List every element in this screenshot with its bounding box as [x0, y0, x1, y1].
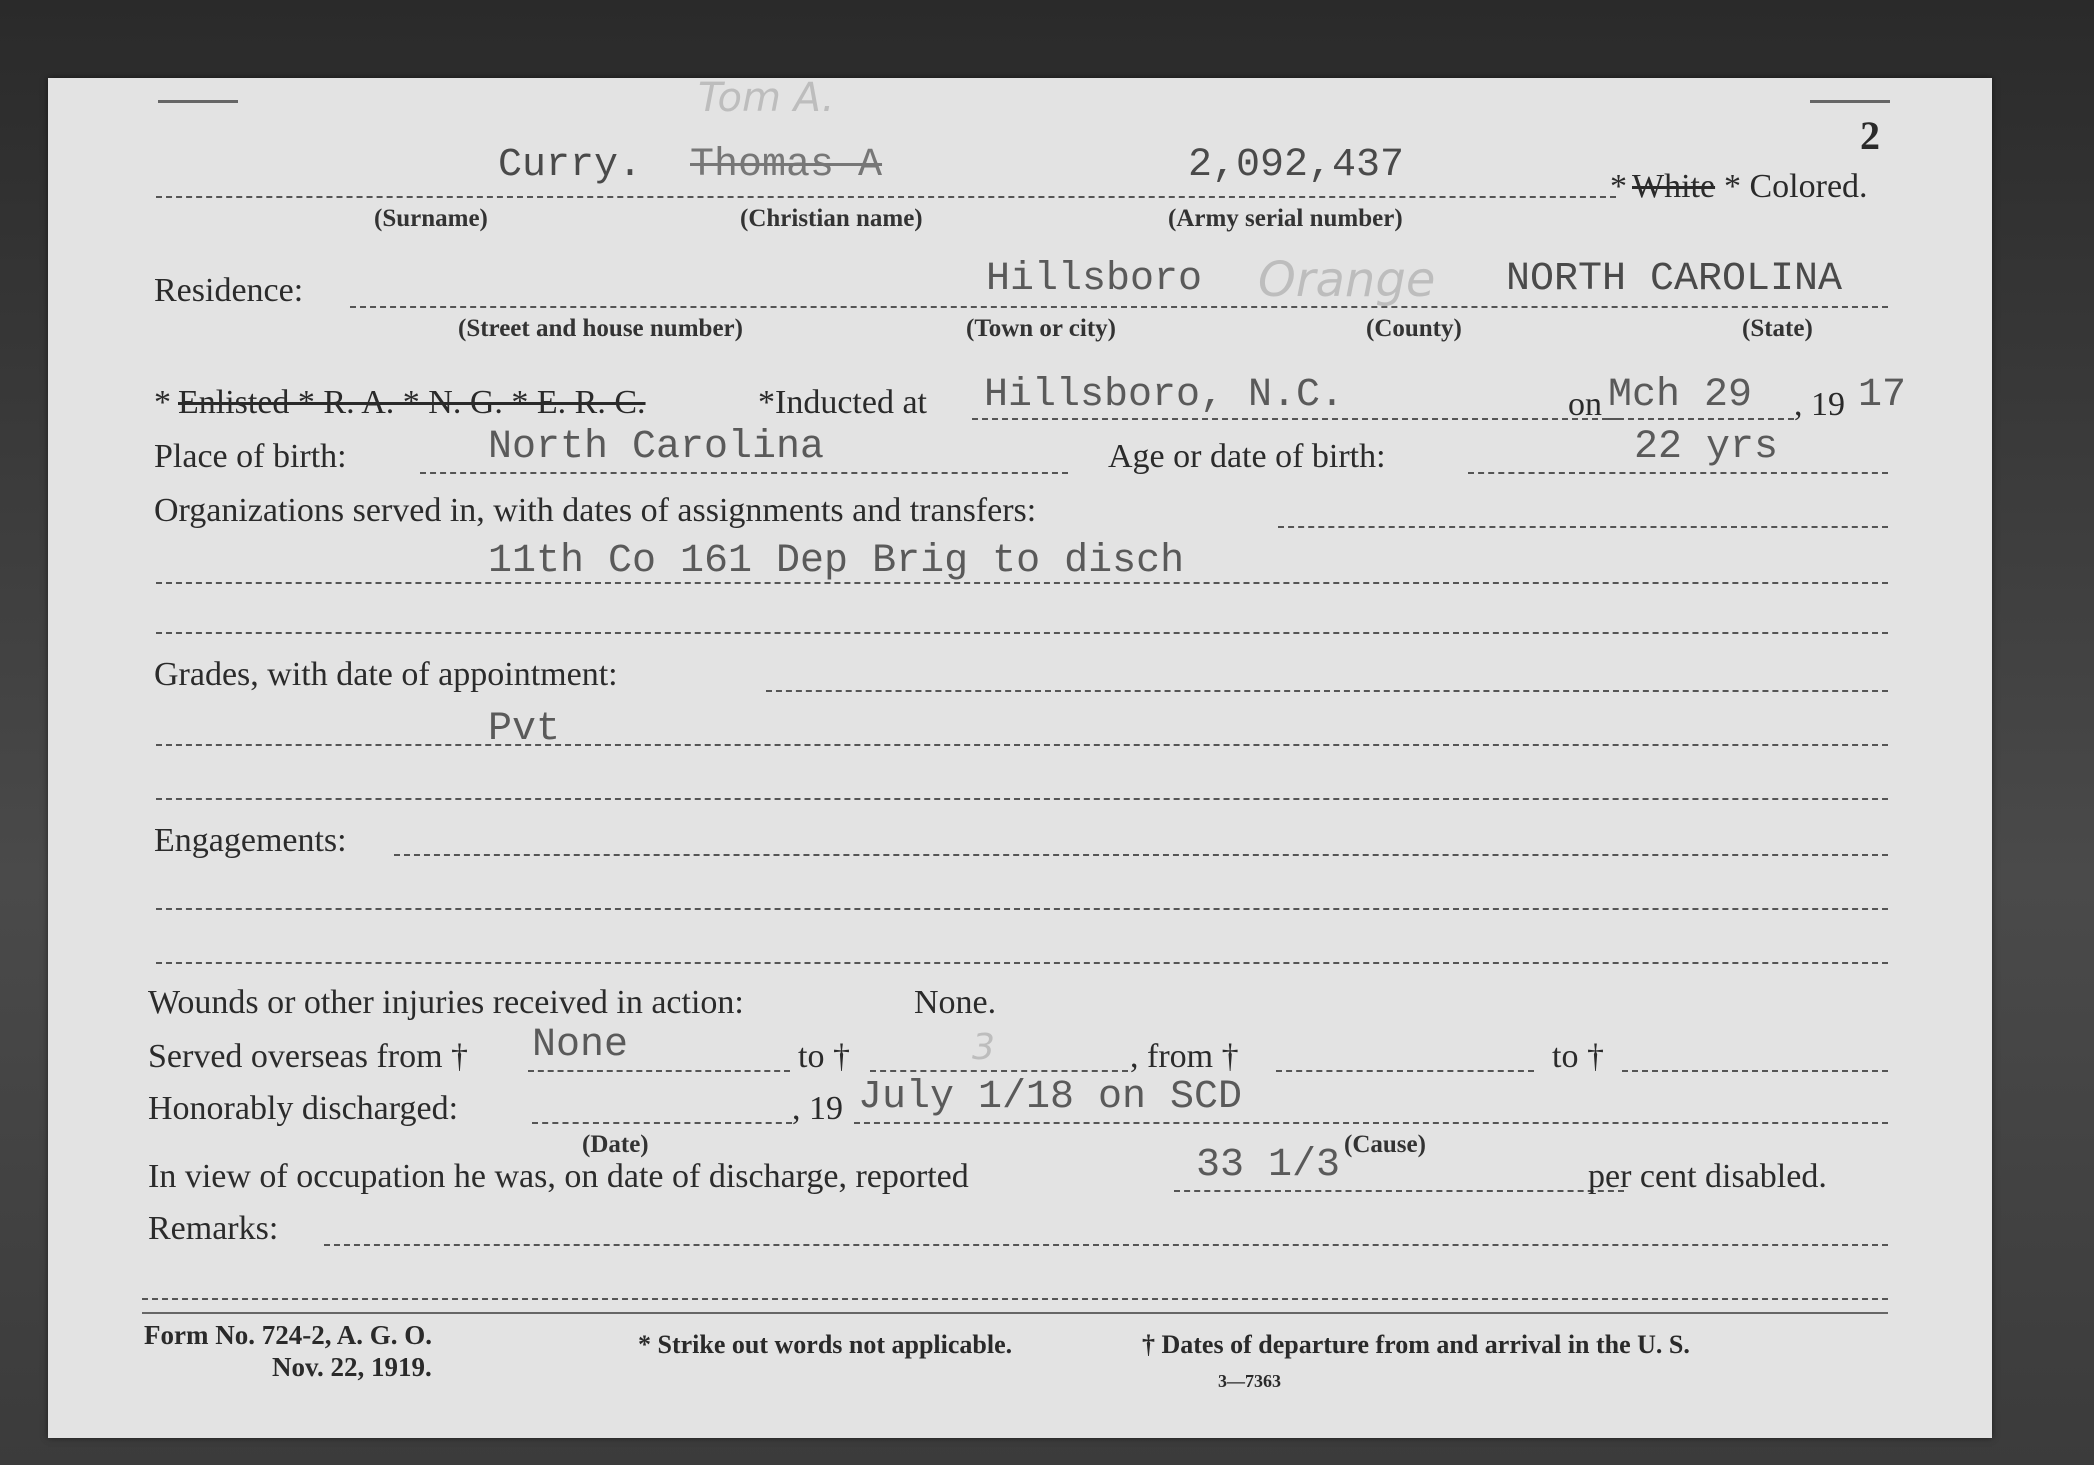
- age-label: Age or date of birth:: [1108, 438, 1386, 475]
- faint-top-name: Tom A.: [698, 75, 835, 121]
- remarks-line-1: [324, 1244, 1888, 1246]
- disability-value: 33 1/3: [1196, 1143, 1341, 1188]
- overseas-from2-label: , from †: [1130, 1038, 1239, 1075]
- label-date: (Date): [582, 1131, 649, 1158]
- inducted-year: 17: [1858, 373, 1907, 418]
- organizations-line-3: [156, 632, 1888, 634]
- label-street: (Street and house number): [458, 315, 743, 342]
- induction-struck: Enlisted * R. A. * N. G. * E. R. C.: [178, 384, 646, 421]
- disability-suffix: per cent disabled.: [1588, 1158, 1827, 1195]
- label-town: (Town or city): [966, 315, 1116, 342]
- overseas-to-label: to †: [798, 1038, 850, 1075]
- birthplace-value: North Carolina: [488, 425, 825, 470]
- overseas-to2-line: [1622, 1070, 1888, 1072]
- date-line: [1608, 418, 1794, 420]
- form-number: Form No. 724-2, A. G. O.: [144, 1320, 432, 1350]
- name-line: [156, 196, 1616, 198]
- top-right-mark: [1810, 100, 1890, 103]
- overseas-to-value: 3: [972, 1027, 995, 1068]
- residence-town: Hillsboro: [986, 257, 1203, 302]
- top-left-mark: [158, 100, 238, 103]
- footer-divider: [142, 1312, 1888, 1314]
- engagements-label: Engagements:: [154, 822, 347, 859]
- wounds-label: Wounds or other injuries received in action:: [148, 984, 744, 1021]
- induction-prefix: *: [154, 384, 171, 421]
- serial-number-value: 2,092,437: [1188, 143, 1405, 188]
- engagements-line-3: [156, 962, 1888, 964]
- age-line: [1468, 472, 1888, 474]
- card-number: 2: [1860, 113, 1880, 158]
- discharge-date-line: [532, 1122, 792, 1124]
- label-christian: (Christian name): [740, 205, 923, 232]
- grades-line-1: [766, 690, 1888, 692]
- engagements-line-2: [156, 908, 1888, 910]
- discharge-value: July 1/18 on SCD: [858, 1075, 1243, 1120]
- grades-value: Pvt: [488, 707, 561, 752]
- organizations-value: 11th Co 161 Dep Brig to disch: [488, 539, 1185, 584]
- residence-state: NORTH CAROLINA: [1506, 257, 1843, 302]
- remarks-line-2: [142, 1298, 1888, 1300]
- footnote-dates: † Dates of departure from and arrival in the U. S.: [1142, 1330, 1690, 1359]
- grades-line-3: [156, 798, 1888, 800]
- race-colored: * Colored.: [1724, 168, 1868, 205]
- overseas-to2-label: to †: [1552, 1038, 1604, 1075]
- overseas-from2-line: [1276, 1070, 1534, 1072]
- race-prefix: *: [1610, 168, 1627, 205]
- overseas-label: Served overseas from †: [148, 1038, 469, 1075]
- label-county: (County): [1366, 315, 1462, 342]
- label-state: (State): [1742, 315, 1813, 342]
- disability-line: [1174, 1190, 1624, 1192]
- label-serial: (Army serial number): [1168, 205, 1403, 232]
- surname-value: Curry.: [498, 143, 643, 188]
- birthplace-label: Place of birth:: [154, 438, 347, 475]
- race-white: White: [1632, 168, 1716, 205]
- disability-label: In view of occupation he was, on date of discharge, reported: [148, 1158, 969, 1195]
- engagements-line-1: [394, 854, 1888, 856]
- year-prefix: , 19: [1794, 386, 1845, 423]
- inducted-line: [972, 418, 1618, 420]
- form-date: Nov. 22, 1919.: [272, 1352, 432, 1382]
- grades-line-2: [156, 744, 1888, 746]
- inducted-place: Hillsboro, N.C.: [984, 373, 1345, 418]
- service-record-card: [48, 75, 1992, 1438]
- discharge-year-prefix: , 19: [792, 1090, 843, 1127]
- overseas-from-value: None: [532, 1023, 629, 1068]
- discharge-cause-line: [854, 1122, 1888, 1124]
- label-cause: (Cause): [1344, 1131, 1426, 1158]
- christian-name-value: Thomas A: [690, 143, 883, 188]
- birthplace-line: [420, 472, 1068, 474]
- discharge-label: Honorably discharged:: [148, 1090, 459, 1127]
- label-surname: (Surname): [374, 205, 488, 232]
- residence-county: Orange: [1258, 252, 1436, 308]
- inducted-date: Mch 29: [1608, 373, 1753, 418]
- residence-label: Residence:: [154, 272, 304, 309]
- overseas-from-line: [528, 1070, 790, 1072]
- footnote-strike: * Strike out words not applicable.: [638, 1330, 1013, 1359]
- grades-label: Grades, with date of appointment:: [154, 656, 618, 693]
- organizations-line-1: [1278, 526, 1888, 528]
- wounds-value: None.: [914, 984, 997, 1021]
- remarks-label: Remarks:: [148, 1210, 279, 1247]
- on-label: on: [1568, 386, 1602, 423]
- overseas-to-line: [870, 1070, 1128, 1072]
- organizations-label: Organizations served in, with dates of assignments and transfers:: [154, 492, 1037, 529]
- age-value: 22 yrs: [1634, 425, 1779, 470]
- residence-line: [350, 306, 1888, 308]
- print-code: 3—7363: [1218, 1371, 1281, 1391]
- inducted-label: *Inducted at: [758, 384, 927, 421]
